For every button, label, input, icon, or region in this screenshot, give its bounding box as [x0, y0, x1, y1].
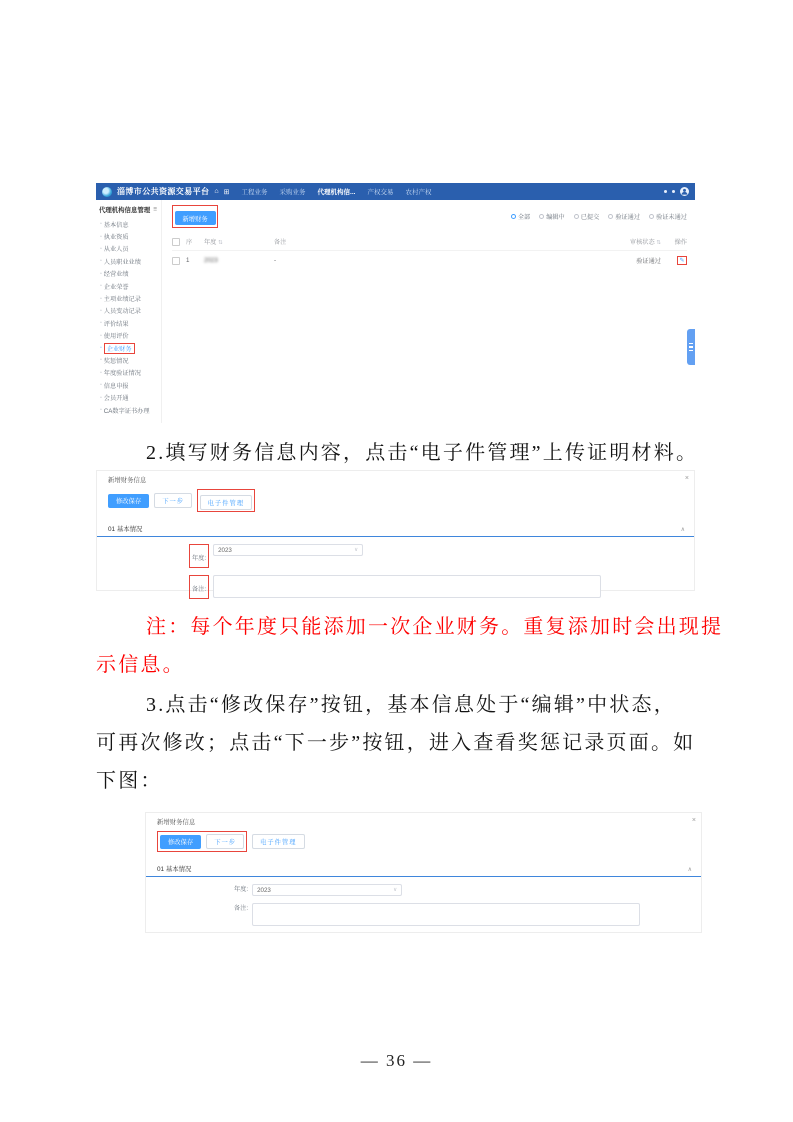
section-header: [146, 864, 701, 877]
nav-item-procurement[interactable]: 采购业务: [279, 189, 306, 196]
doc-icon: ▫: [100, 307, 102, 314]
sidebar-item-evaluation-results[interactable]: [96, 317, 161, 329]
sidebar-item-label: 主项业绩记录: [103, 296, 141, 304]
top-navbar: [96, 183, 695, 200]
section-title: 01 基本情况: [108, 526, 143, 533]
next-step-button[interactable]: 下一步: [206, 834, 244, 849]
doc-icon: ▫: [100, 332, 102, 339]
radio-filter-rejected[interactable]: [649, 212, 687, 221]
radio-icon: [574, 214, 579, 219]
remark-label: 备注:: [192, 586, 207, 593]
annotation-box: [104, 343, 135, 354]
row-checkbox[interactable]: [172, 257, 180, 265]
radio-filter-editing[interactable]: [539, 212, 565, 221]
sidebar-item-honors[interactable]: [96, 280, 161, 292]
radio-label: 全部: [517, 214, 531, 221]
sidebar-item-label: 会员开通: [103, 395, 129, 403]
sidebar-item-membership[interactable]: [96, 391, 161, 403]
annotation-box: [189, 544, 209, 568]
collapse-icon[interactable]: ∧: [680, 527, 685, 533]
radio-icon: [608, 214, 613, 219]
radio-label: 验证通过: [615, 214, 641, 221]
doc-icon: ▫: [100, 258, 102, 265]
remark-textarea[interactable]: [213, 575, 601, 598]
doc-icon: ▫: [100, 320, 102, 327]
sidebar-item-label: 企业财务: [106, 345, 132, 353]
sidebar-item-label: 从业人员: [103, 246, 129, 254]
nav-item-agency[interactable]: 代理机构信...: [317, 189, 356, 196]
annotation-box: [677, 256, 687, 265]
panel-title-bar: [146, 813, 701, 828]
column-action: 操作: [674, 239, 687, 246]
radio-label: 验证未通过: [656, 214, 687, 221]
sidebar-item-label: 使用评价: [103, 333, 129, 341]
column-year[interactable]: 年度 ⇅: [204, 239, 223, 246]
doc-icon: ▫: [100, 295, 102, 302]
form-row-year: [189, 544, 694, 568]
sidebar-collapse-icon[interactable]: ≡: [153, 206, 157, 213]
sort-icon[interactable]: ⇅: [656, 240, 661, 246]
close-icon[interactable]: ×: [691, 817, 696, 824]
sidebar-item-rewards-punishments[interactable]: [96, 354, 161, 366]
sidebar-item-staff-performance[interactable]: [96, 255, 161, 267]
doc-icon: ▫: [100, 283, 102, 290]
panel-title: 新增财务信息: [108, 477, 147, 484]
remark-textarea[interactable]: [252, 903, 640, 926]
radio-filter-submitted[interactable]: [574, 212, 600, 221]
step2-paragraph: 2.填写财务信息内容，点击“电子件管理”上传证明材料。: [146, 442, 699, 464]
column-remark: 备注: [274, 239, 287, 246]
radio-icon: [539, 214, 544, 219]
step3-paragraph-line-2: 可再次修改；点击“下一步”按钮，进入查看奖惩记录页面。如: [96, 732, 696, 754]
status-filter-group: [511, 212, 687, 221]
row-action-cell: [661, 256, 687, 265]
year-label: 年度:: [234, 886, 249, 893]
sidebar-item-label: 奖惩情况: [103, 357, 129, 365]
form-row-year: [234, 884, 701, 896]
home-icon[interactable]: ⌂: [214, 188, 219, 195]
sidebar-item-label: 基本信息: [103, 221, 129, 229]
sidebar-item-staff-changes[interactable]: [96, 305, 161, 317]
doc-icon: ▫: [100, 245, 102, 252]
annotation-box: [197, 489, 254, 512]
save-button[interactable]: 修改保存: [108, 494, 149, 508]
nav-item-rural[interactable]: 农村产权: [405, 189, 432, 196]
table-row: [172, 256, 687, 265]
doc-icon: ▫: [100, 357, 102, 364]
radio-label: 已提交: [580, 214, 600, 221]
doc-icon: ▫: [100, 270, 102, 277]
doc-icon: ▫: [100, 407, 102, 414]
sidebar-item-label: 人员变动记录: [103, 308, 141, 316]
list-content: [162, 200, 695, 423]
sidebar-item-label: 企业荣誉: [103, 283, 129, 291]
sidebar-item-staff[interactable]: [96, 243, 161, 255]
sidebar-item-ca-certificate[interactable]: [96, 404, 161, 416]
select-all-checkbox[interactable]: [172, 238, 180, 246]
radio-icon: [511, 214, 516, 219]
row-seq: 1: [186, 257, 190, 264]
radio-label: 编辑中: [546, 214, 565, 221]
radio-icon: [649, 214, 654, 219]
row-status-badge: 验证通过: [636, 258, 661, 265]
sidebar-item-label: 信息申报: [103, 382, 129, 390]
year-select[interactable]: [213, 544, 363, 556]
doc-icon: ▫: [100, 233, 102, 240]
note-line-1: 注：每个年度只能添加一次企业财务。重复添加时会出现提: [146, 616, 724, 638]
screenshot-finance-list: [96, 183, 695, 423]
doc-icon: ▫: [100, 394, 102, 401]
sidebar-item-usage-evaluation[interactable]: [96, 330, 161, 342]
add-finance-button[interactable]: 新增财务: [175, 211, 216, 225]
message-icon[interactable]: [664, 190, 667, 193]
table-header: [172, 237, 687, 251]
annotation-box: [157, 831, 247, 852]
platform-logo-icon: [102, 187, 112, 197]
screenshot-add-finance-save: [145, 812, 702, 933]
panel-title-bar: [97, 471, 694, 486]
year-select-value: 2023: [218, 546, 232, 554]
year-select-value: 2023: [257, 886, 271, 894]
panel-toolbar: [97, 486, 694, 512]
annotation-box: [172, 205, 218, 228]
sidebar-item-enterprise-finance[interactable]: [96, 342, 161, 354]
sidebar-header: [96, 202, 161, 218]
edit-icon[interactable]: ✎: [679, 257, 685, 264]
step3-paragraph-line-1: 3.点击“修改保存”按钮，基本信息处于“编辑”中状态，: [146, 694, 676, 716]
sidebar-item-label: 年度验证情况: [103, 370, 141, 378]
sidebar: [96, 200, 162, 423]
chevron-down-icon: ∨: [393, 887, 398, 893]
sidebar-item-business-performance[interactable]: [96, 268, 161, 280]
row-year: 2023: [204, 257, 218, 264]
collapse-icon[interactable]: ∧: [687, 867, 692, 873]
sidebar-item-label: 评价结果: [103, 320, 129, 328]
floating-panel-toggle[interactable]: [687, 329, 695, 365]
form-row-remark: [189, 575, 694, 599]
sort-icon[interactable]: ⇅: [218, 240, 223, 246]
doc-icon: ▫: [100, 345, 102, 352]
sidebar-item-annual-verification[interactable]: [96, 367, 161, 379]
screenshot-add-finance-efile: [96, 470, 695, 591]
sidebar-item-label: 人员职业业绩: [103, 258, 141, 266]
radio-filter-approved[interactable]: [608, 212, 640, 221]
year-select[interactable]: [252, 884, 402, 896]
next-step-button[interactable]: 下一步: [154, 493, 192, 508]
sidebar-item-qualification[interactable]: [96, 230, 161, 242]
nav-item-engineering[interactable]: 工程业务: [241, 189, 268, 196]
user-avatar-icon[interactable]: [680, 187, 689, 196]
save-button[interactable]: 修改保存: [160, 835, 201, 849]
sidebar-item-main-records[interactable]: [96, 292, 161, 304]
sidebar-title: 代理机构信息管理: [99, 207, 151, 214]
panel-toolbar: [146, 828, 701, 852]
annotation-box: [189, 575, 209, 599]
close-icon[interactable]: ×: [684, 475, 689, 482]
doc-icon: ▫: [100, 369, 102, 376]
nav-item-property[interactable]: 产权交易: [367, 189, 394, 196]
column-seq: 序: [186, 239, 193, 246]
section-title: 01 基本情况: [157, 866, 192, 873]
year-label: 年度:: [192, 555, 207, 562]
doc-icon: ▫: [100, 382, 102, 389]
row-remark: -: [274, 257, 277, 264]
note-line-2: 示信息。: [96, 654, 185, 676]
efile-manage-button[interactable]: 电子件管理: [252, 834, 304, 849]
page-number: — 36 —: [360, 1051, 433, 1070]
efile-manage-button[interactable]: 电子件管理: [200, 495, 252, 510]
settings-icon[interactable]: [672, 190, 675, 193]
column-status[interactable]: 审核状态 ⇅: [629, 239, 661, 246]
remark-label: 备注:: [234, 905, 249, 912]
doc-icon: ▫: [100, 221, 102, 228]
sidebar-item-label: 执业资质: [103, 234, 129, 242]
form-row-remark: [234, 903, 701, 926]
panel-title: 新增财务信息: [157, 819, 196, 826]
sidebar-item-label: CA数字证书办理: [103, 407, 150, 415]
sidebar-item-label: 经营业绩: [103, 271, 129, 279]
chevron-down-icon: ∨: [354, 547, 359, 553]
sidebar-item-basic-info[interactable]: [96, 218, 161, 230]
apps-grid-icon[interactable]: ⊞: [223, 188, 230, 196]
radio-filter-all[interactable]: [511, 212, 530, 221]
section-header: [97, 524, 694, 537]
platform-title: 淄博市公共资源交易平台: [117, 187, 210, 196]
step3-paragraph-line-3: 下图：: [96, 770, 163, 792]
navbar-right-icons: [664, 187, 689, 196]
sidebar-item-info-declaration[interactable]: [96, 379, 161, 391]
